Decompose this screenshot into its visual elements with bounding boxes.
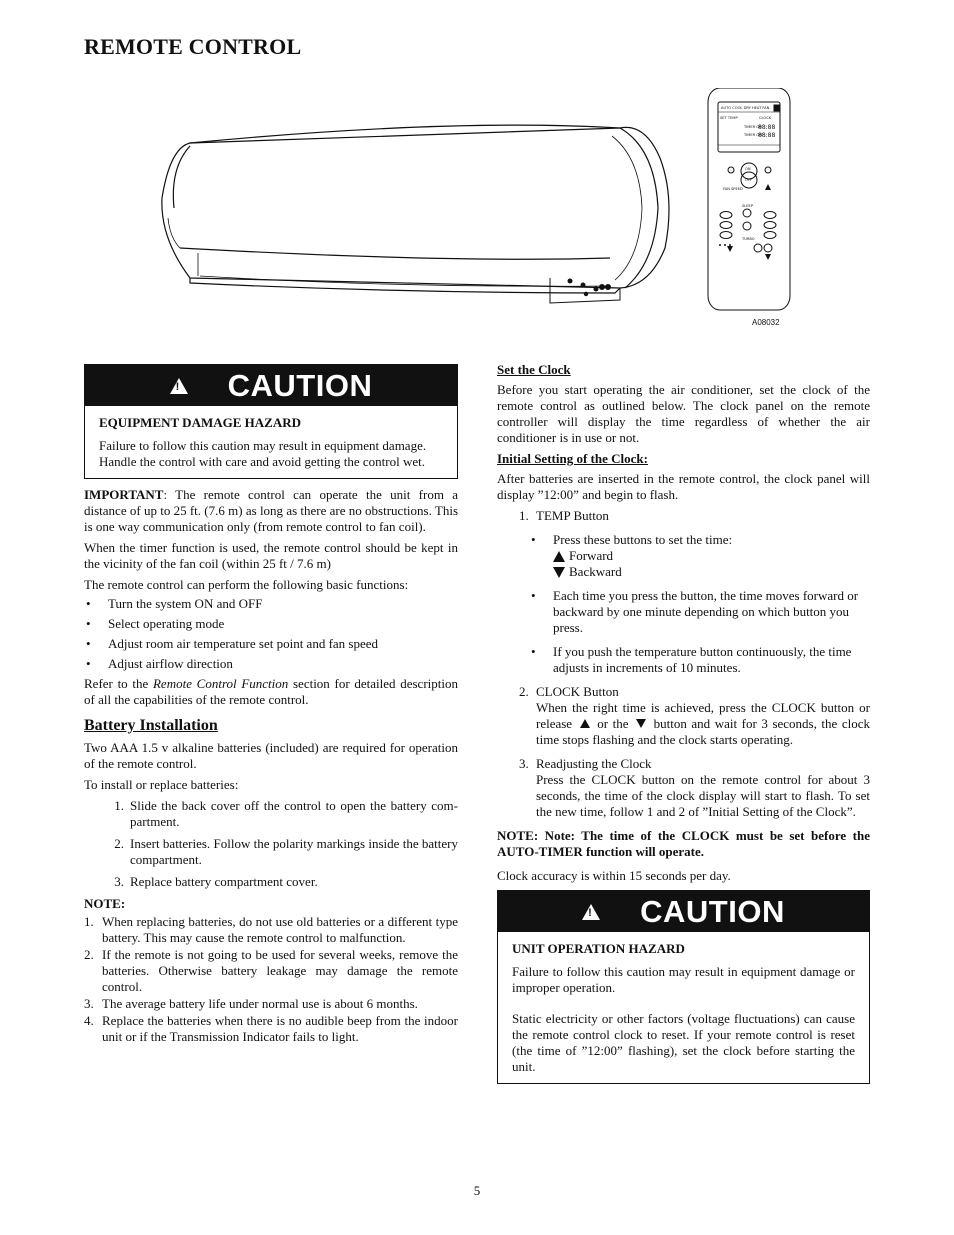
right-column <box>497 362 870 1092</box>
battery-paragraph: Two AAA 1.5 v alkaline batteries (included) are required for operation of the remote control. <box>84 740 458 771</box>
list-item: • Turn the system ON and OFF <box>86 596 263 611</box>
remote-timer-off-digits: 88:88 <box>758 132 776 139</box>
indoor-unit-drawing <box>162 125 669 303</box>
remote-control-drawing <box>708 88 790 310</box>
caution-text: Static electricity or other factors (voltage fluctuations) can cause the remote control clock to reset. If your remote control is reset (the time of ”12:00” flashing), set the clock before starting the unit. <box>512 1011 855 1074</box>
functions-list <box>84 596 458 672</box>
page-title: REMOTE CONTROL <box>84 34 302 59</box>
unit-and-remote-illustration <box>150 88 800 338</box>
battery-paragraph: To install or replace batteries: <box>84 777 239 792</box>
remote-sleep-label: SLEEP <box>742 204 753 208</box>
important-text: : The remote control can operate the unit from a distance of up to 25 ft. (7.6 m) as long as there are no obstructions. This is one way communication only (from remote control to fan coil). <box>84 487 458 534</box>
list-item: • Select operating mode <box>86 616 225 631</box>
initial-setting-heading: Initial Setting of the Clock: <box>497 451 648 466</box>
notes-list <box>84 914 458 1045</box>
step-clock-button: 2. CLOCK Button When the right time is achieved, press the CLOCK button or release or the button and wait for 3 seconds, the clock time stops flashing and the clock starts operating. <box>519 684 871 747</box>
list-item: • If you push the temperature button continuously, the time adjusts in increments of 10 minutes. <box>531 644 852 675</box>
page-number: 5 <box>473 1183 481 1198</box>
up-arrow-icon <box>553 551 565 562</box>
caution-text: Failure to follow this caution may result in equipment damage or improper operation. <box>512 964 855 995</box>
caution-header <box>498 891 869 932</box>
important-label: IMPORTANT <box>84 487 164 502</box>
functions-intro: The remote control can perform the following basic functions: <box>84 577 409 592</box>
note-label: NOTE: <box>84 896 126 911</box>
remote-fan-speed-label: FAN SPEED <box>723 187 743 191</box>
list-item: • Adjust room air temperature set point and fan speed <box>86 636 379 651</box>
list-item: 3. The average battery life under normal use is about 6 months. <box>84 996 418 1011</box>
left-column <box>84 364 458 1046</box>
caution-title: CAUTION <box>227 367 373 403</box>
refer-paragraph: Refer to the Remote Control Function section for detailed description of all the capabilities of the remote control. <box>84 676 458 707</box>
list-item: 3. Replace battery compartment cover. <box>114 874 318 889</box>
timer-paragraph: When the timer function is used, the remote control should be kept in the vicinity of the fan coil (within 25 ft / 7.6 m) <box>84 540 458 571</box>
initial-setting-paragraph: After batteries are inserted in the remote control, the clock panel will display ”12:00” and begin to flash. <box>497 471 870 502</box>
set-clock-paragraph: Before you start operating the air conditioner, set the clock of the remote control as outlined below. The clock panel on the remote controller will display the time regardless of whether the air conditioner is in use or not. <box>497 382 870 445</box>
remote-set-temp-label: SET TEMP <box>720 116 738 120</box>
important-paragraph <box>84 487 458 535</box>
warning-triangle-icon: ! <box>582 904 600 920</box>
caution-body <box>498 932 869 1083</box>
caution-text: Failure to follow this caution may result in equipment damage. <box>99 438 427 453</box>
list-item: 2. Insert batteries. Follow the polarity markings inside the battery compartment. <box>114 836 458 867</box>
remote-timer-off-label: TIMER OFF <box>744 133 764 137</box>
up-arrow-icon <box>580 719 590 728</box>
remote-control-labels <box>720 106 775 241</box>
hazard-title: UNIT OPERATION HAZARD <box>512 941 685 956</box>
remote-timer-on-label: TIMER ON <box>744 125 762 129</box>
list-item: • Adjust airflow direction <box>86 656 233 671</box>
caution-title: CAUTION <box>640 893 785 929</box>
caution-text: Handle the control with care and avoid getting the control wet. <box>99 454 425 469</box>
list-item: 4. Replace the batteries when there is no audible beep from the indoor unit or if the Transmission Indicator fails to light. <box>84 1013 458 1044</box>
list-item: • Press these buttons to set the time: Forward Backward <box>531 532 733 579</box>
figure-id: A08032 <box>752 318 780 327</box>
list-item: 1. Slide the back cover off the control to open the battery com-partment. <box>114 798 458 829</box>
down-arrow-icon <box>553 567 565 578</box>
remote-clock-label: CLOCK <box>759 116 772 120</box>
list-item: 1. When replacing batteries, do not use old batteries or a different type battery. This may cause the remote control to malfunction. <box>84 914 458 945</box>
battery-heading: Battery Installation <box>84 717 218 734</box>
down-arrow-icon <box>636 719 646 728</box>
step-temp-button: 1. TEMP Button <box>519 508 609 523</box>
caution-box-equipment <box>84 364 458 479</box>
remote-off-label: OFF <box>745 178 752 182</box>
remote-timer-on-digits: 88:88 <box>758 124 776 131</box>
remote-turbo-label: TURBO <box>742 237 755 241</box>
accuracy-paragraph: Clock accuracy is within 15 seconds per day. <box>497 868 731 883</box>
warning-triangle-icon: ! <box>170 378 188 394</box>
step-readjust-clock: 3. Readjusting the Clock Press the CLOCK button on the remote control for about 3 seconds, the time of the clock display will start to flash. To set the new time, follow 1 and 2 of ”Initial Setting of the Clock”. <box>519 756 870 819</box>
battery-steps <box>84 798 458 890</box>
list-item: 2. If the remote is not going to be used for several weeks, remove the batteries. Otherwise battery leakage may damage the remote control. <box>84 947 458 994</box>
remote-mode-label: AUTO COOL DRY HEAT FAN <box>721 106 770 110</box>
caution-body <box>85 406 457 478</box>
hazard-title: EQUIPMENT DAMAGE HAZARD <box>99 415 301 430</box>
caution-box-operation <box>497 890 870 1084</box>
set-clock-heading: Set the Clock <box>497 362 571 377</box>
list-item: • Each time you press the button, the time moves forward or backward by one minute depending on which button you press. <box>531 588 859 635</box>
remote-on-label: ON <box>745 167 751 171</box>
caution-header <box>85 365 457 406</box>
clock-note: NOTE: Note: The time of the CLOCK must be set before the AUTO-TIMER function will operate. <box>497 828 870 859</box>
